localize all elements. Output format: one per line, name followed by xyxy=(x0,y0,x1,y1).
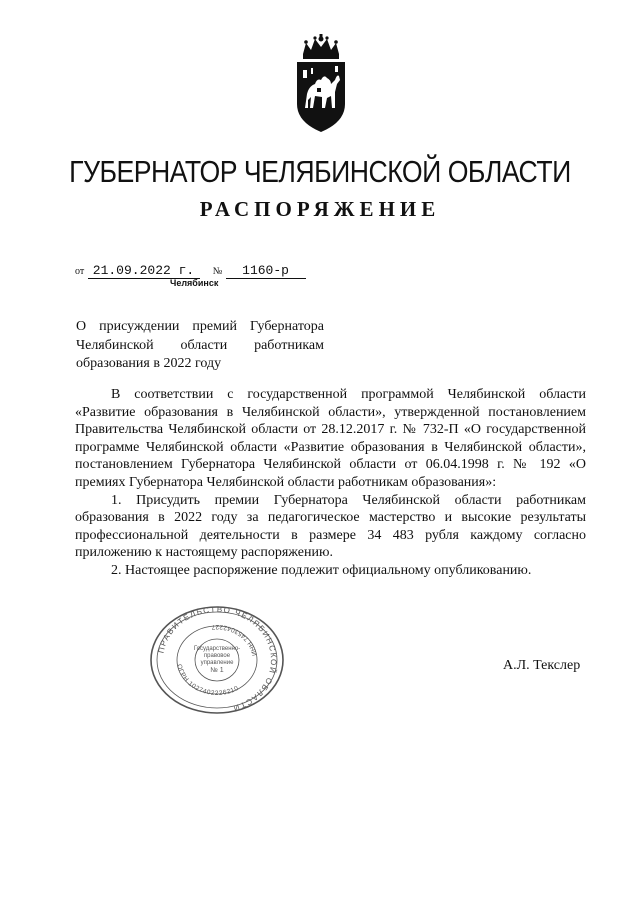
governor-title: ГУБЕРНАТОР ЧЕЛЯБИНСКОЙ ОБЛАСТИ xyxy=(69,154,571,189)
stamp-center-line-3: управление xyxy=(200,660,234,666)
stamp-center-line-4: № 1 xyxy=(210,667,224,674)
coat-of-arms-icon xyxy=(291,34,351,134)
signatory-name: А.Л. Текслер xyxy=(503,658,581,673)
item-2-paragraph: 2. Настоящее распоряжение подлежит официальному опубликованию. xyxy=(111,562,532,578)
preamble-paragraph: В соответствии с государственной программой Челябинской области «Развитие образования в Челябинской области», утвержденной постановлением Правительства Челябинской области от 28.12.2017 г. № 732-П «О государственной программе Челябинской области «Развитие образования в Челябинской области», постановлением Губернатора Челябинской области от 06.04.1998 г. № 192 «О премиях Губернатора Челябинской области работникам образования»: xyxy=(75,387,586,490)
official-seal-icon xyxy=(148,605,286,715)
document-type-heading: РАСПОРЯЖЕНИЕ xyxy=(199,197,441,221)
subject-line-3: образования в 2022 году xyxy=(76,356,222,371)
stamp-center-line-1: Государственно- xyxy=(193,646,241,652)
document-body xyxy=(75,386,586,580)
item-1-paragraph: 1. Присудить премии Губернатора Челябинской области работникам образования в 2022 году за педагогическое мастерство и высокие результаты профессиональной деятельности в размере 34 483 рубля каждому согласно приложению к настоящему распоряжению. xyxy=(75,492,586,561)
city-label: Челябинск xyxy=(170,278,219,288)
subject-line-2: Челябинской области работникам xyxy=(76,337,324,353)
subject-line-1: О присуждении премий Губернатора xyxy=(76,319,324,334)
number-label: № xyxy=(212,266,223,277)
document-number: 1160-р xyxy=(226,263,306,279)
stamp-inn: ИНН 7453042227 xyxy=(210,622,259,657)
document-date: 21.09.2022 г. xyxy=(88,263,200,279)
date-label: от xyxy=(75,266,85,277)
stamp-ogrn: ОГРН 1027402226210 xyxy=(175,663,241,698)
document-subject xyxy=(76,318,324,374)
svg-text:ОГРН 1027402226210 xyxy=(175,663,240,697)
stamp-outer-text: ПРАВИТЕЛЬСТВО ЧЕЛЯБИНСКОЙ ОБЛАСТИ xyxy=(156,605,279,713)
stamp-center-line-2: правовое xyxy=(203,653,231,659)
